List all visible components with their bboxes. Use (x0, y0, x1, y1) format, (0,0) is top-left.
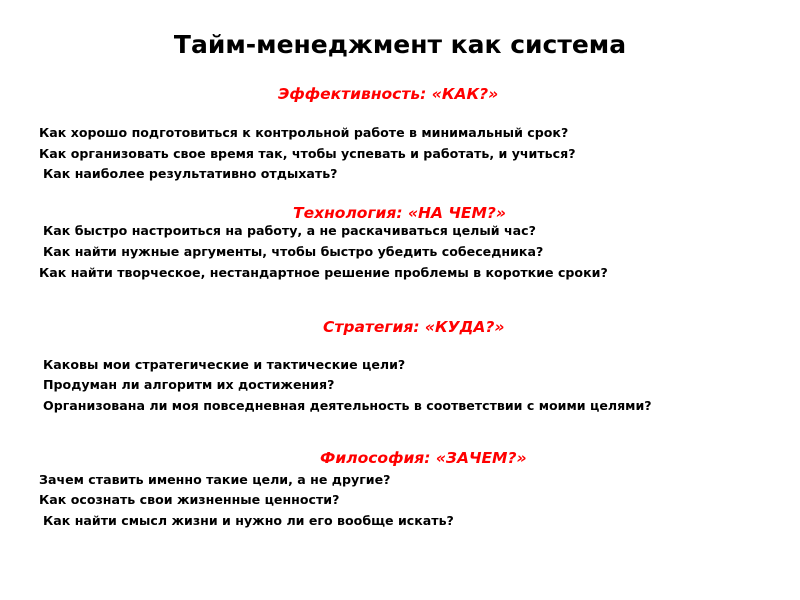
list-item: Организована ли моя повседневная деятельность в соответствии с моими целями? (43, 398, 652, 413)
section-heading-philosophy: Философия: «ЗАЧЕМ?» (320, 449, 527, 467)
section-heading-technology: Технология: «НА ЧЕМ?» (293, 204, 506, 222)
section-heading-efficiency: Эффективность: «КАК?» (278, 85, 499, 103)
slide-title: Тайм-менеджмент как система (173, 30, 627, 59)
list-item: Продуман ли алгоритм их достижения? (43, 377, 335, 392)
list-item: Как осознать свои жизненные ценности? (39, 492, 340, 507)
list-item: Как наиболее результативно отдыхать? (43, 166, 338, 181)
section-heading-strategy: Стратегия: «КУДА?» (323, 318, 505, 336)
list-item: Как хорошо подготовиться к контрольной работе в минимальный срок? (39, 125, 569, 140)
list-item: Как найти смысл жизни и нужно ли его вообще искать? (43, 513, 454, 528)
list-item: Как найти нужные аргументы, чтобы быстро убедить собеседника? (43, 244, 544, 259)
list-item: Как найти творческое, нестандартное решение проблемы в короткие сроки? (39, 265, 608, 280)
list-item: Каковы мои стратегические и тактические цели? (43, 357, 406, 372)
list-item: Как быстро настроиться на работу, а не раскачиваться целый час? (43, 223, 536, 238)
list-item: Как организовать свое время так, чтобы успевать и работать, и учиться? (39, 146, 576, 161)
list-item: Зачем ставить именно такие цели, а не другие? (39, 472, 391, 487)
